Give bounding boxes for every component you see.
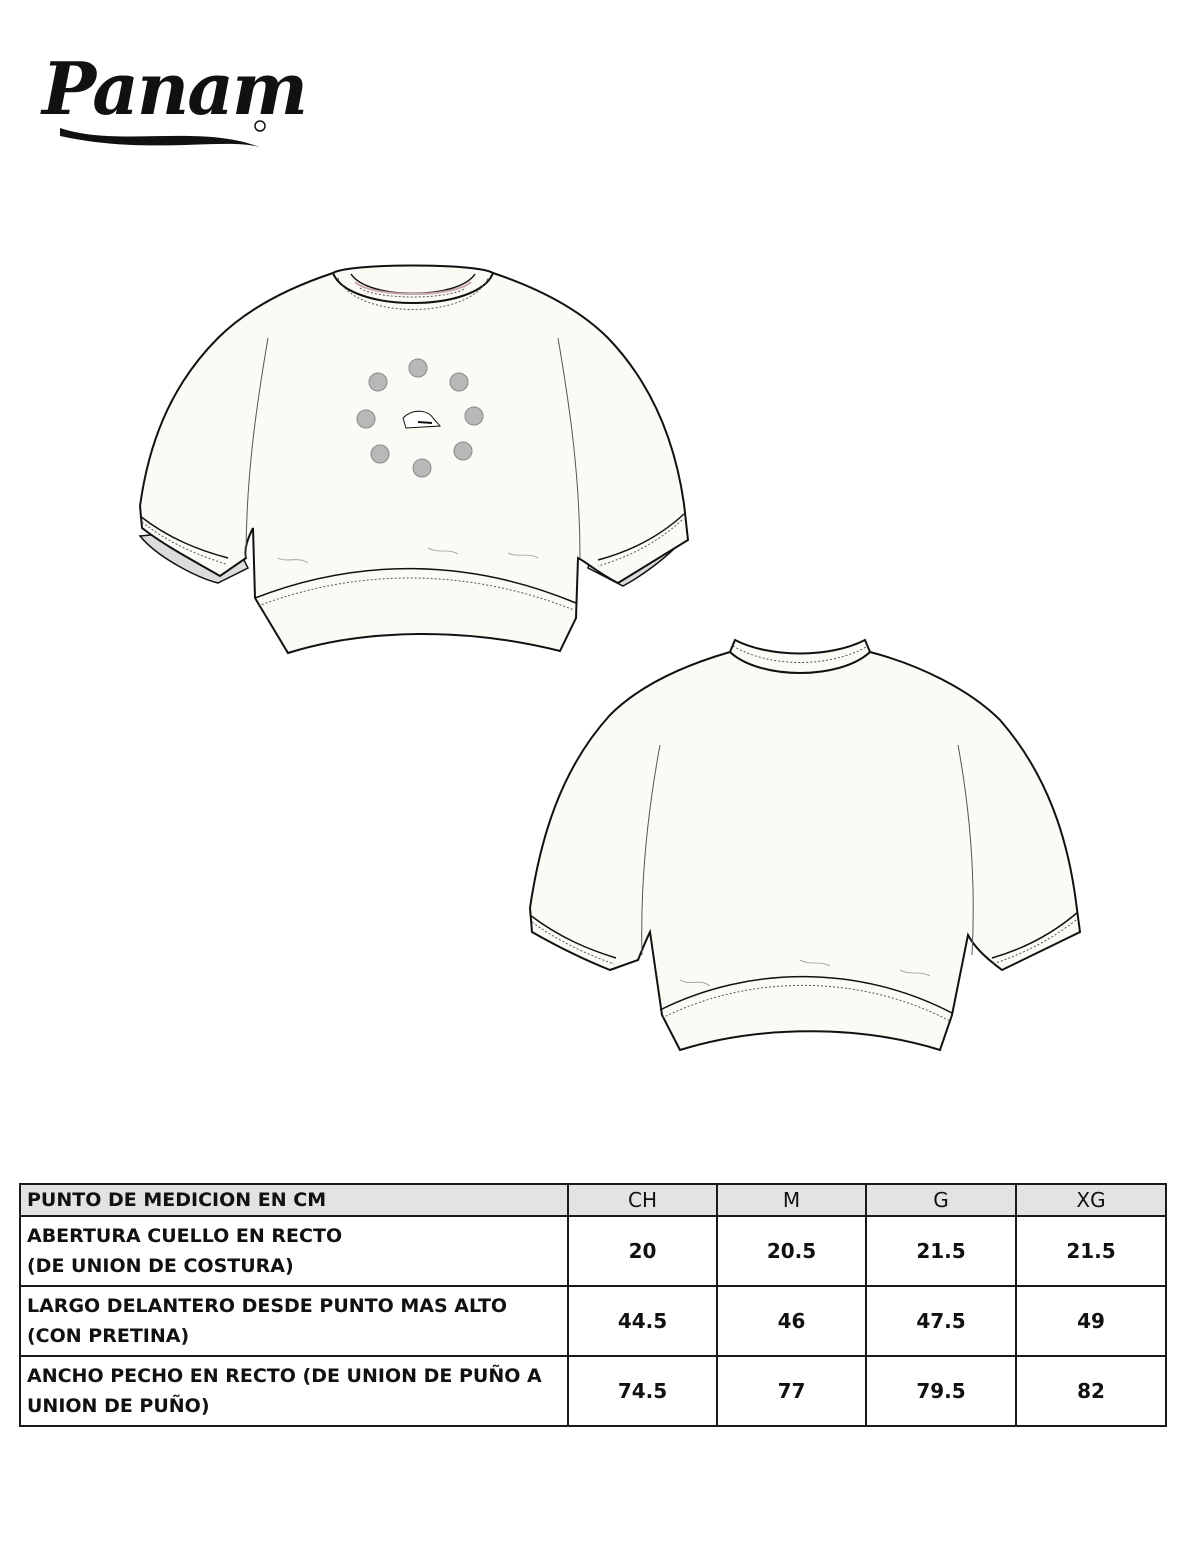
value-g: 79.5 <box>866 1356 1016 1426</box>
value-xg: 82 <box>1016 1356 1166 1426</box>
value-xg: 21.5 <box>1016 1216 1166 1286</box>
measurement-point-label <box>20 1286 568 1356</box>
header-measurement-point: PUNTO DE MEDICION EN CM <box>20 1184 568 1216</box>
front-view-sketch <box>128 258 698 660</box>
point-line-1: ABERTURA CUELLO EN RECTO <box>27 1225 343 1247</box>
point-line-2: (CON PRETINA) <box>27 1325 190 1347</box>
table-row <box>20 1286 1166 1356</box>
point-line-2: (DE UNION DE COSTURA) <box>27 1255 294 1277</box>
value-g: 21.5 <box>866 1216 1016 1286</box>
measurement-point-label <box>20 1356 568 1426</box>
point-line-1: LARGO DELANTERO DESDE PUNTO MAS ALTO <box>27 1295 508 1317</box>
value-ch: 20 <box>568 1216 717 1286</box>
back-view-sketch <box>520 640 1090 1054</box>
point-line-1: ANCHO PECHO EN RECTO (DE UNION DE PUÑO A <box>27 1365 542 1387</box>
value-m: 46 <box>717 1286 866 1356</box>
header-size-m: M <box>717 1184 866 1216</box>
header-size-ch: CH <box>568 1184 717 1216</box>
measurement-table <box>19 1183 1167 1427</box>
value-m: 77 <box>717 1356 866 1426</box>
table-row <box>20 1216 1166 1286</box>
point-line-2: UNION DE PUÑO) <box>27 1395 210 1417</box>
logo-wordmark: Panam <box>42 46 307 131</box>
panam-logo <box>30 28 307 168</box>
header-size-g: G <box>866 1184 1016 1216</box>
value-g: 47.5 <box>866 1286 1016 1356</box>
table-header-row <box>20 1184 1166 1216</box>
value-xg: 49 <box>1016 1286 1166 1356</box>
value-m: 20.5 <box>717 1216 866 1286</box>
measurement-point-label <box>20 1216 568 1286</box>
value-ch: 44.5 <box>568 1286 717 1356</box>
header-size-xg: XG <box>1016 1184 1166 1216</box>
table-row <box>20 1356 1166 1426</box>
value-ch: 74.5 <box>568 1356 717 1426</box>
